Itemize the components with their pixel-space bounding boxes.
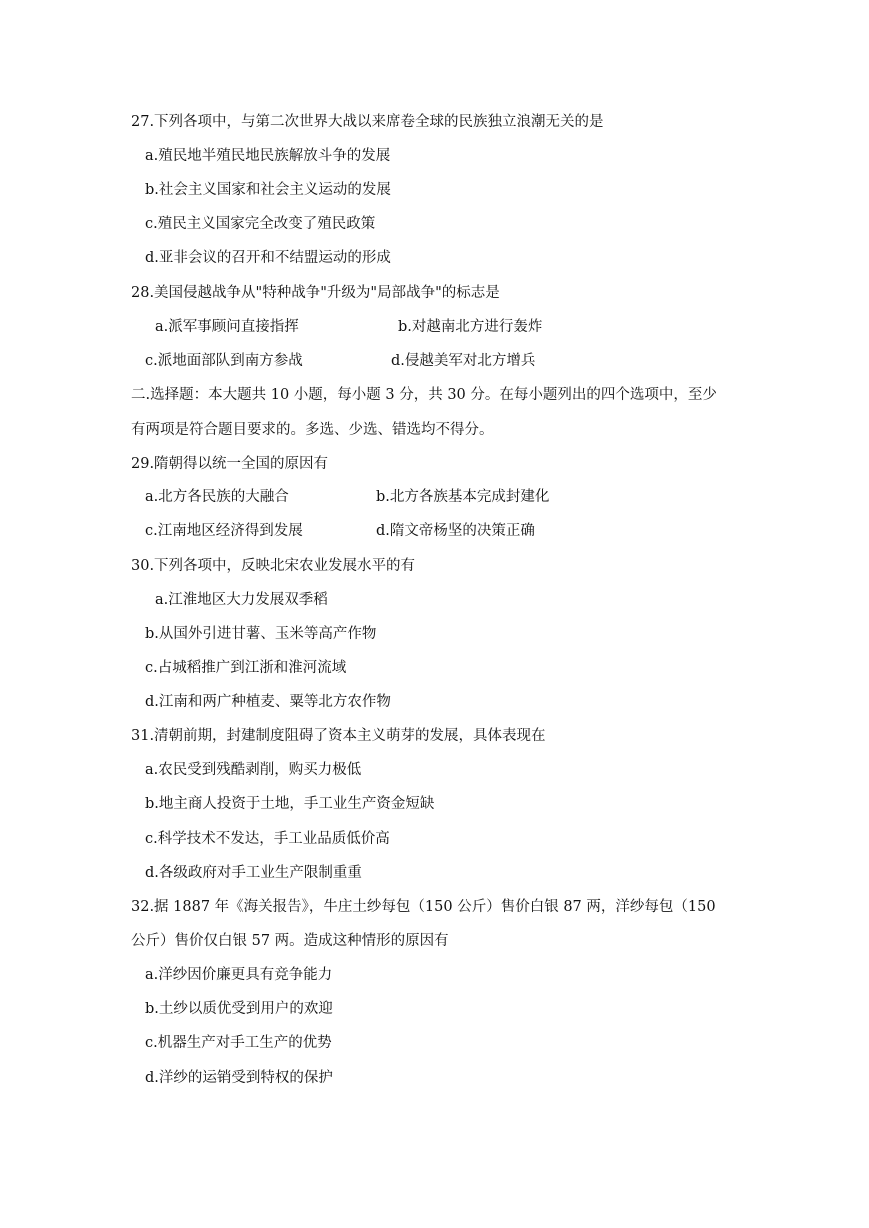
question-29-option-a: a.北方各民族的大融合 xyxy=(145,489,289,505)
question-31-option-d: d.各级政府对手工业生产限制重重 xyxy=(145,865,362,881)
question-31-stem: 31.清朝前期，封建制度阻碍了资本主义萌芽的发展，具体表现在 xyxy=(131,728,546,744)
question-27-option-a: a.殖民地半殖民地民族解放斗争的发展 xyxy=(145,148,391,164)
question-27-option-b: b.社会主义国家和社会主义运动的发展 xyxy=(145,182,391,198)
question-32-option-d: d.洋纱的运销受到特权的保护 xyxy=(145,1070,333,1086)
question-28-option-c: c.派地面部队到南方参战 xyxy=(145,353,303,369)
section-2-instructions-line-2: 有两项是符合题目要求的。多选、少选、错选均不得分。 xyxy=(131,422,494,438)
question-28-option-d: d.侵越美军对北方增兵 xyxy=(391,353,536,369)
question-28-option-b: b.对越南北方进行轰炸 xyxy=(398,319,543,335)
question-32-stem-line-2: 公斤）售价仅白银 57 两。造成这种情形的原因有 xyxy=(131,933,449,949)
question-32-stem-line-1: 32.据 1887 年《海关报告》，牛庄土纱每包（150 公斤）售价白银 87 两，洋纱每包（150 xyxy=(131,899,716,915)
question-32-option-b: b.土纱以质优受到用户的欢迎 xyxy=(145,1001,333,1017)
question-30-stem: 30.下列各项中，反映北宋农业发展水平的有 xyxy=(131,558,416,574)
question-29-option-c: c.江南地区经济得到发展 xyxy=(145,523,303,539)
question-30-option-b: b.从国外引进甘薯、玉米等高产作物 xyxy=(145,626,377,642)
question-27-stem: 27.下列各项中，与第二次世界大战以来席卷全球的民族独立浪潮无关的是 xyxy=(131,114,604,130)
question-30-option-c: c.占城稻推广到江浙和淮河流域 xyxy=(145,660,347,676)
question-27-option-c: c.殖民主义国家完全改变了殖民政策 xyxy=(145,216,376,232)
question-31-option-b: b.地主商人投资于土地，手工业生产资金短缺 xyxy=(145,796,435,812)
question-29-option-d: d.隋文帝杨坚的决策正确 xyxy=(376,523,535,539)
question-32-option-a: a.洋纱因价廉更具有竞争能力 xyxy=(145,967,333,983)
question-29-option-b: b.北方各族基本完成封建化 xyxy=(376,489,550,505)
question-28-option-a: a.派军事顾问直接指挥 xyxy=(155,319,299,335)
question-30-option-d: d.江南和两广种植麦、粟等北方农作物 xyxy=(145,694,391,710)
section-2-instructions-line-1: 二.选择题：本大题共 10 小题，每小题 3 分，共 30 分。在每小题列出的四个选项中，至少 xyxy=(131,387,717,403)
question-27-option-d: d.亚非会议的召开和不结盟运动的形成 xyxy=(145,250,391,266)
question-32-option-c: c.机器生产对手工生产的优势 xyxy=(145,1035,332,1051)
question-28-stem: 28.美国侵越战争从"特种战争"升级为"局部战争"的标志是 xyxy=(131,285,500,301)
question-30-option-a: a.江淮地区大力发展双季稻 xyxy=(155,592,328,608)
question-31-option-c: c.科学技术不发达，手工业品质低价高 xyxy=(145,831,390,847)
question-31-option-a: a.农民受到残酷剥削，购买力极低 xyxy=(145,762,362,778)
question-29-stem: 29.隋朝得以统一全国的原因有 xyxy=(131,456,329,472)
